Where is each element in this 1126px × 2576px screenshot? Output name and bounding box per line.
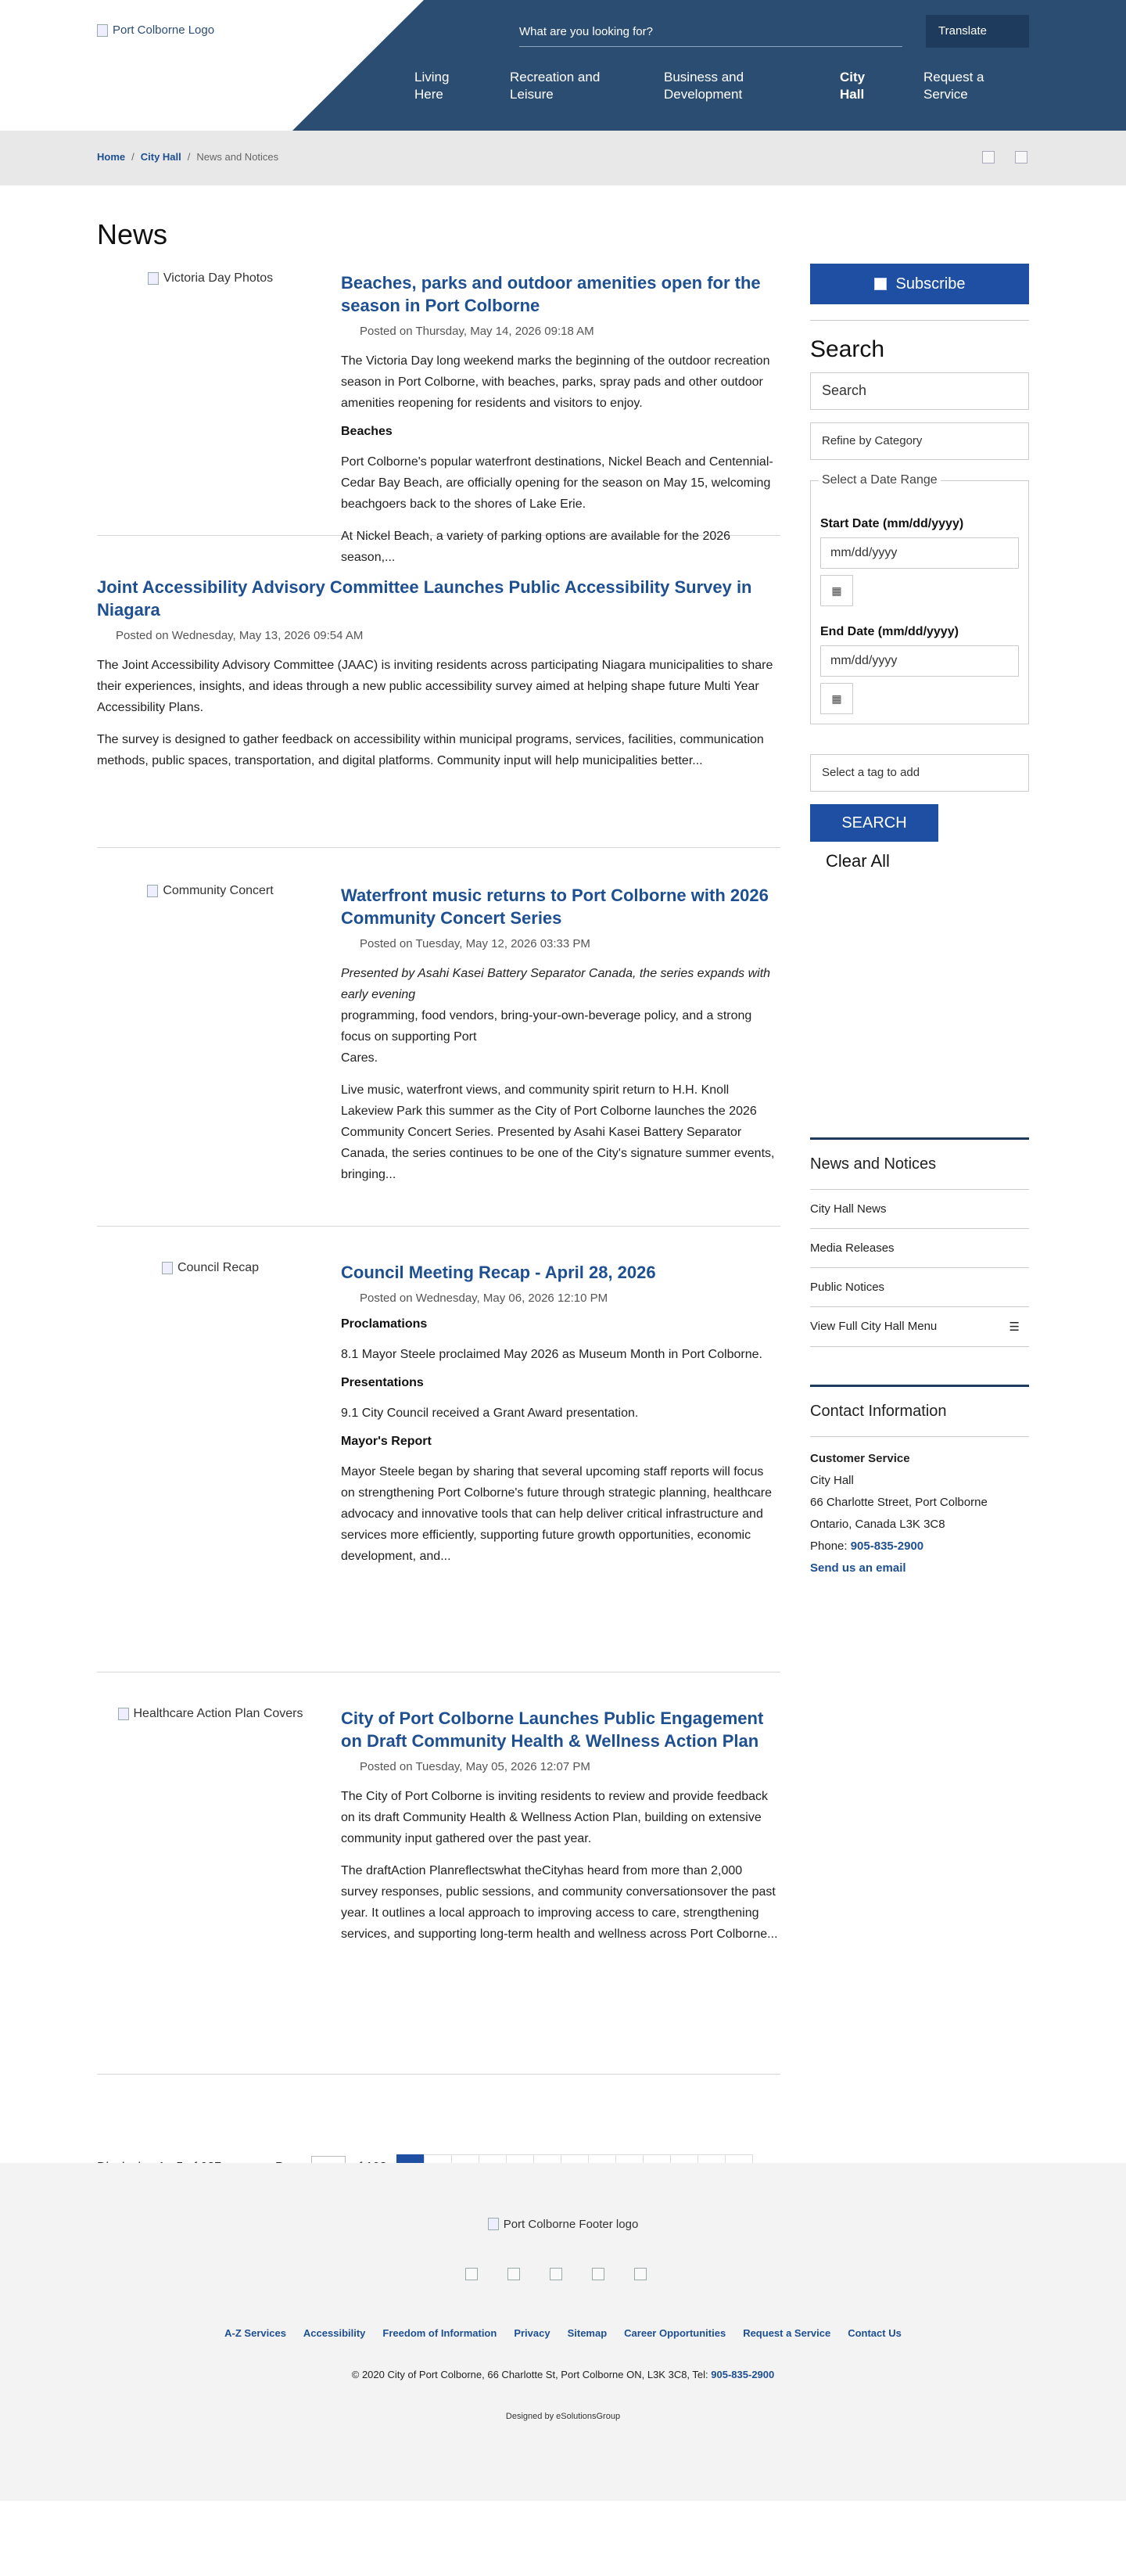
social-links [465,2268,647,2280]
news-item [97,884,780,1227]
sidebar [810,264,1029,871]
news-paragraph: Presented by Asahi Kasei Battery Separator Canada, the series expands with early evening [341,967,771,1001]
start-date-input[interactable]: mm/dd/yyyy [820,537,1019,569]
news-title-link[interactable]: Council Meeting Recap - April 28, 2026 [341,1263,656,1282]
news-paragraph: programming, food vendors, bring-your-own-beverage policy, and a strong focus on supporting Port [341,1009,752,1044]
news-body [97,576,780,782]
nav-label: City [840,70,866,84]
logo-alt-text: Port Colborne Logo [113,23,215,37]
site-footer [0,2163,1126,2501]
footer-link[interactable]: Request a Service [743,2327,831,2339]
nav-label: Development [664,87,743,102]
news-paragraph: 8.1 Mayor Steele proclaimed May 2026 as Museum Month in Port Colborne. [341,1348,762,1361]
news-thumbnail[interactable] [97,1261,324,1275]
broken-image-icon [148,272,159,285]
section-nav-item[interactable] [810,1229,1029,1268]
subscribe-label: Subscribe [895,275,966,293]
broken-image-icon [488,2218,499,2230]
broken-image-icon [162,1262,173,1274]
news-thumbnail[interactable] [97,884,324,898]
contact-name: Customer Service [810,1452,910,1465]
footer-link[interactable]: Career Opportunities [624,2327,726,2339]
news-paragraph: The City of Port Colborne is inviting residents to review and provide feedback on its draft Community Health & Wellness Action Plan, building on extensive community input gathered over the past year. [341,1790,769,1845]
nav-request-a-service[interactable] [923,69,1017,103]
footer-link[interactable]: Freedom of Information [382,2327,497,2339]
date-range-legend: Select a Date Range [819,473,941,487]
news-item [97,1261,780,1672]
phone-link[interactable]: 905-835-2900 [850,1539,924,1553]
section-nav-item[interactable] [810,1190,1029,1229]
facebook-icon[interactable] [465,2268,478,2280]
contact-title: Contact Information [810,1385,1029,1437]
posted-date: Posted on Wednesday, May 13, 2026 09:54 AM [116,629,364,642]
news-item [97,271,780,564]
nav-city-hall[interactable] [840,69,887,103]
news-subheading: Presentations [341,1376,424,1389]
news-subheading: Proclamations [341,1317,428,1331]
posted-date: Posted on Tuesday, May 05, 2026 12:07 PM [360,1760,590,1773]
header-search-placeholder: What are you looking for? [519,25,653,38]
search-heading: Search [810,336,885,362]
tag-select[interactable]: Select a tag to add [810,754,1029,792]
footer-link[interactable]: Privacy [514,2327,550,2339]
news-item [97,576,780,848]
nav-item-label: Media Releases [810,1241,895,1255]
news-thumbnail[interactable] [97,1707,324,1721]
nav-label: Leisure [510,87,554,102]
footer-link[interactable]: Sitemap [567,2327,608,2339]
news-subheading: Beaches [341,425,393,438]
nav-recreation-and-leisure[interactable] [510,69,635,103]
news-subheading: Mayor's Report [341,1435,432,1448]
start-date-label: Start Date (mm/dd/yyyy) [820,517,964,530]
news-paragraph: The survey is designed to gather feedback on accessibility within municipal programs, services, facilities, communication methods, public spaces, transportation, and digital platforms. Community input will help municipalities better... [97,733,764,767]
contact-line: Ontario, Canada L3K 3C8 [810,1518,945,1531]
search-input[interactable]: Search [810,372,1029,410]
section-nav [810,1137,1029,1347]
print-icon[interactable] [982,151,995,163]
news-body [341,1707,780,1956]
divider [810,320,1029,321]
copyright-text: © 2020 City of Port Colborne, 66 Charlotte St, Port Colborne ON, L3K 3C8, Tel: [351,2369,708,2380]
news-body [341,1261,780,1578]
news-paragraph: Port Colborne's popular waterfront destinations, Nickel Beach and Centennial-Cedar Bay Beach, are officially opening for the season on May 15, welcoming beachgoers back to the shores of Lake Erie. [341,455,773,511]
share-icon[interactable] [1015,151,1027,163]
breadcrumb-current: News and Notices [196,151,279,163]
section-nav-item[interactable] [810,1268,1029,1307]
contact-info [810,1385,1029,1579]
nav-label: Service [923,87,968,102]
nav-label: Business and [664,70,744,84]
broken-image-icon [97,24,108,37]
breadcrumb-bar [0,131,1126,185]
linkedin-icon[interactable] [592,2268,604,2280]
calendar-icon[interactable]: ▦ [820,575,853,606]
clear-all-link[interactable]: Clear All [826,851,890,871]
copyright [0,2369,1126,2380]
news-paragraph: The Joint Accessibility Advisory Committee (JAAC) is inviting residents across participating Niagara municipalities to share their experiences, insights, and ideas through a new public accessibility survey aimed at helping shape future Multi Year Accessibility Plans. [97,659,773,714]
news-title-link[interactable]: City of Port Colborne Launches Public Engagement on Draft Community Health & Wellness Action Plan [341,1708,764,1751]
news-body [341,884,780,1196]
news-paragraph: The draftAction Planreflectswhat theCityhas heard from more than 2,000 survey responses, public sessions, and community conversationsover the past year. It outlines a local approach to improving access to care, strengthening services, and supporting long-term health and wellness across Port Colborne... [341,1864,778,1941]
news-paragraph: Live music, waterfront views, and community spirit return to H.H. Knoll Lakeview Park this summer as the City of Port Colborne launches the 2026 Community Concert Series. Presented by Asahi Kasei Battery Separator Canada, the series continues to be one of the City's signature summer events, bringing... [341,1083,775,1181]
site-header [0,0,1126,131]
news-paragraph: Mayor Steele began by sharing that several upcoming staff reports will focus on strengthening Port Colborne's future through strategic planning, healthcare advocacy and innovative tools that can help deliver critical infrastructure and services more efficiently, supporting future growth opportunities, economic development, and... [341,1465,772,1563]
search-button[interactable]: SEARCH [810,804,938,842]
posted-date: Posted on Wednesday, May 06, 2026 12:10 PM [360,1292,608,1305]
posted-date: Posted on Tuesday, May 12, 2026 03:33 PM [360,937,590,950]
nav-item-label: Public Notices [810,1281,885,1294]
envelope-icon [874,278,887,290]
footer-links [0,2327,1126,2339]
date-range-fieldset [810,473,1029,724]
site-logo[interactable] [97,23,269,55]
footer-link[interactable]: Contact Us [848,2327,902,2339]
nav-item-label: View Full City Hall Menu [810,1320,938,1333]
header-search-input[interactable] [519,20,902,47]
end-date-label: End Date (mm/dd/yyyy) [820,625,959,638]
subscribe-button[interactable] [810,264,1029,304]
footer-logo[interactable] [0,2218,1126,2231]
category-select[interactable]: Refine by Category [810,422,1029,460]
breadcrumb-home[interactable]: Home [97,151,126,163]
thumbnail-alt-text: Council Recap [177,1261,260,1274]
main-content [0,185,1126,2163]
news-body [341,271,780,579]
broken-image-icon [118,1708,129,1720]
footer-link[interactable]: A-Z Services [224,2327,286,2339]
footer-phone-link[interactable]: 905-835-2900 [711,2369,775,2380]
news-paragraph: Cares. [341,1051,378,1065]
news-title-link[interactable]: Waterfront music returns to Port Colborne with 2026 Community Concert Series [341,886,769,928]
nav-label: Hall [840,87,865,102]
youtube-icon[interactable] [634,2268,647,2280]
footer-logo-alt: Port Colborne Footer logo [503,2218,639,2231]
news-title-link[interactable]: Joint Accessibility Advisory Committee Launches Public Accessibility Survey in Niagara [97,577,752,620]
breadcrumb-separator: / [187,151,191,163]
twitter-icon[interactable] [507,2268,520,2280]
breadcrumb-separator: / [131,151,134,163]
thumbnail-alt-text: Community Concert [163,884,274,897]
instagram-icon[interactable] [550,2268,562,2280]
thumbnail-alt-text: Victoria Day Photos [163,271,274,285]
news-item [97,1707,780,2075]
view-full-menu-item[interactable] [810,1307,1029,1347]
posted-date: Posted on Thursday, May 14, 2026 09:18 AM [360,325,594,338]
breadcrumb-city-hall[interactable]: City Hall [140,151,181,163]
page-title: News [97,218,168,250]
thumbnail-alt-text: Healthcare Action Plan Covers [133,1707,303,1720]
news-paragraph: 9.1 City Council received a Grant Award presentation. [341,1407,639,1420]
end-date-input[interactable]: mm/dd/yyyy [820,645,1019,677]
nav-living-here[interactable] [414,69,477,103]
phone-label: Phone: [810,1539,848,1553]
nav-business-and-development[interactable] [664,69,789,103]
contact-line: City Hall [810,1474,854,1487]
news-title-link[interactable]: Beaches, parks and outdoor amenities open for the season in Port Colborne [341,273,761,315]
nav-item-label: City Hall News [810,1202,887,1216]
email-link[interactable]: Send us an email [810,1561,906,1575]
breadcrumb [97,151,278,163]
broken-image-icon [147,885,158,897]
news-paragraph: The Victoria Day long weekend marks the beginning of the outdoor recreation season in Port Colborne, with beaches, parks, spray pads and other outdoor amenities reopening for residents and visitors to enjoy. [341,354,770,410]
nav-label: Request a [923,70,984,84]
section-nav-title[interactable]: News and Notices [810,1137,1029,1190]
nav-label: Living [414,70,450,84]
hamburger-icon: ☰ [1009,1320,1020,1334]
nav-label: Recreation and [510,70,601,84]
news-paragraph: At Nickel Beach, a variety of parking options are available for the 2026 season,... [341,530,731,564]
contact-phone-row [810,1536,1029,1557]
footer-link[interactable]: Accessibility [303,2327,366,2339]
translate-button[interactable]: Translate [926,15,1029,48]
calendar-icon[interactable]: ▦ [820,683,853,714]
designed-by[interactable]: Designed by eSolutionsGroup [505,2412,621,2421]
news-thumbnail[interactable] [97,271,324,286]
contact-line: 66 Charlotte Street, Port Colborne [810,1496,988,1509]
nav-label: Here [414,87,443,102]
